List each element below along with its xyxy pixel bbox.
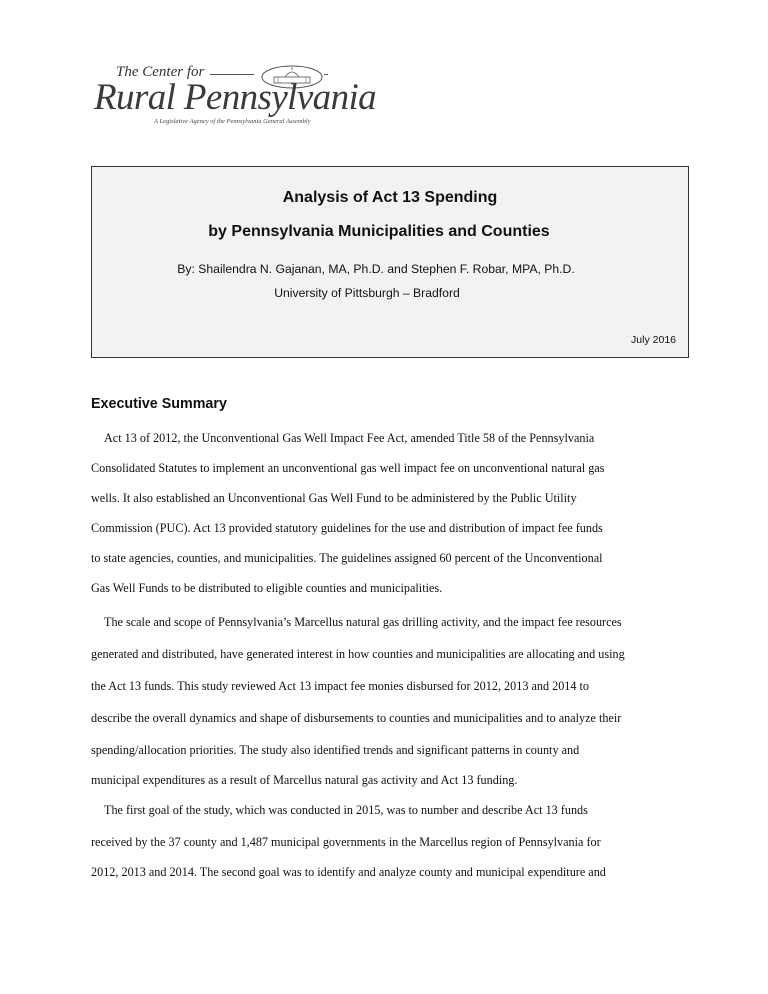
- paragraph-line: the Act 13 funds. This study reviewed Act 13 impact fee monies disbursed for 2012, 2013 and 2014 to: [91, 679, 590, 693]
- report-date: July 2016: [631, 334, 676, 346]
- report-title-line-2: by Pennsylvania Municipalities and Counties: [208, 223, 550, 240]
- paragraph-line: wells. It also established an Unconventional Gas Well Fund to be administered by the Public Utility: [91, 491, 577, 505]
- report-title-box: [91, 166, 689, 358]
- report-title-line-1: Analysis of Act 13 Spending: [282, 189, 498, 206]
- report-authors: By: Shailendra N. Gajanan, MA, Ph.D. and Stephen F. Robar, MPA, Ph.D.: [177, 262, 575, 276]
- paragraph-line: Gas Well Funds to be distributed to eligible counties and municipalities.: [91, 581, 443, 595]
- paragraph-line: Commission (PUC). Act 13 provided statutory guidelines for the use and distribution of impact fee funds: [91, 521, 603, 535]
- logo-line-2: Rural Pennsylvania: [94, 77, 377, 118]
- logo-tagline: A Legislative Agency of the Pennsylvania General Assembly: [154, 118, 311, 125]
- logo-rule: [210, 74, 254, 75]
- section-heading: Executive Summary: [91, 396, 227, 412]
- paragraph-line: municipal expenditures as a result of Marcellus natural gas activity and Act 13 funding.: [91, 773, 518, 787]
- paragraph-line: to state agencies, counties, and municipalities. The guidelines assigned 60 percent of the Unconventional: [91, 551, 603, 565]
- paragraph-line: describe the overall dynamics and shape of disbursements to counties and municipalities and to analyze their: [91, 711, 622, 725]
- logo-rule-2: [324, 74, 328, 75]
- paragraph-line: The first goal of the study, which was conducted in 2015, was to number and describe Act 13 funds: [104, 803, 588, 817]
- paragraph-line: Consolidated Statutes to implement an unconventional gas well impact fee on unconventional natural gas: [91, 461, 605, 475]
- paragraph-line: generated and distributed, have generated interest in how counties and municipalities are allocating and using: [91, 647, 625, 661]
- logo-line-1: The Center for: [116, 64, 205, 80]
- paragraph-line: received by the 37 county and 1,487 municipal governments in the Marcellus region of Pennsylvania for: [91, 835, 601, 849]
- paragraph-line: 2012, 2013 and 2014. The second goal was to identify and analyze county and municipal expenditure and: [91, 865, 606, 879]
- center-for-rural-pennsylvania-logo: [88, 62, 377, 134]
- paragraph-line: Act 13 of 2012, the Unconventional Gas Well Impact Fee Act, amended Title 58 of the Pennsylvania: [104, 431, 595, 445]
- paragraph-line: The scale and scope of Pennsylvania’s Marcellus natural gas drilling activity, and the impact fee resources: [104, 615, 622, 629]
- report-affiliation: University of Pittsburgh – Bradford: [274, 286, 460, 300]
- paragraph-line: spending/allocation priorities. The study also identified trends and significant patterns in county and: [91, 743, 580, 757]
